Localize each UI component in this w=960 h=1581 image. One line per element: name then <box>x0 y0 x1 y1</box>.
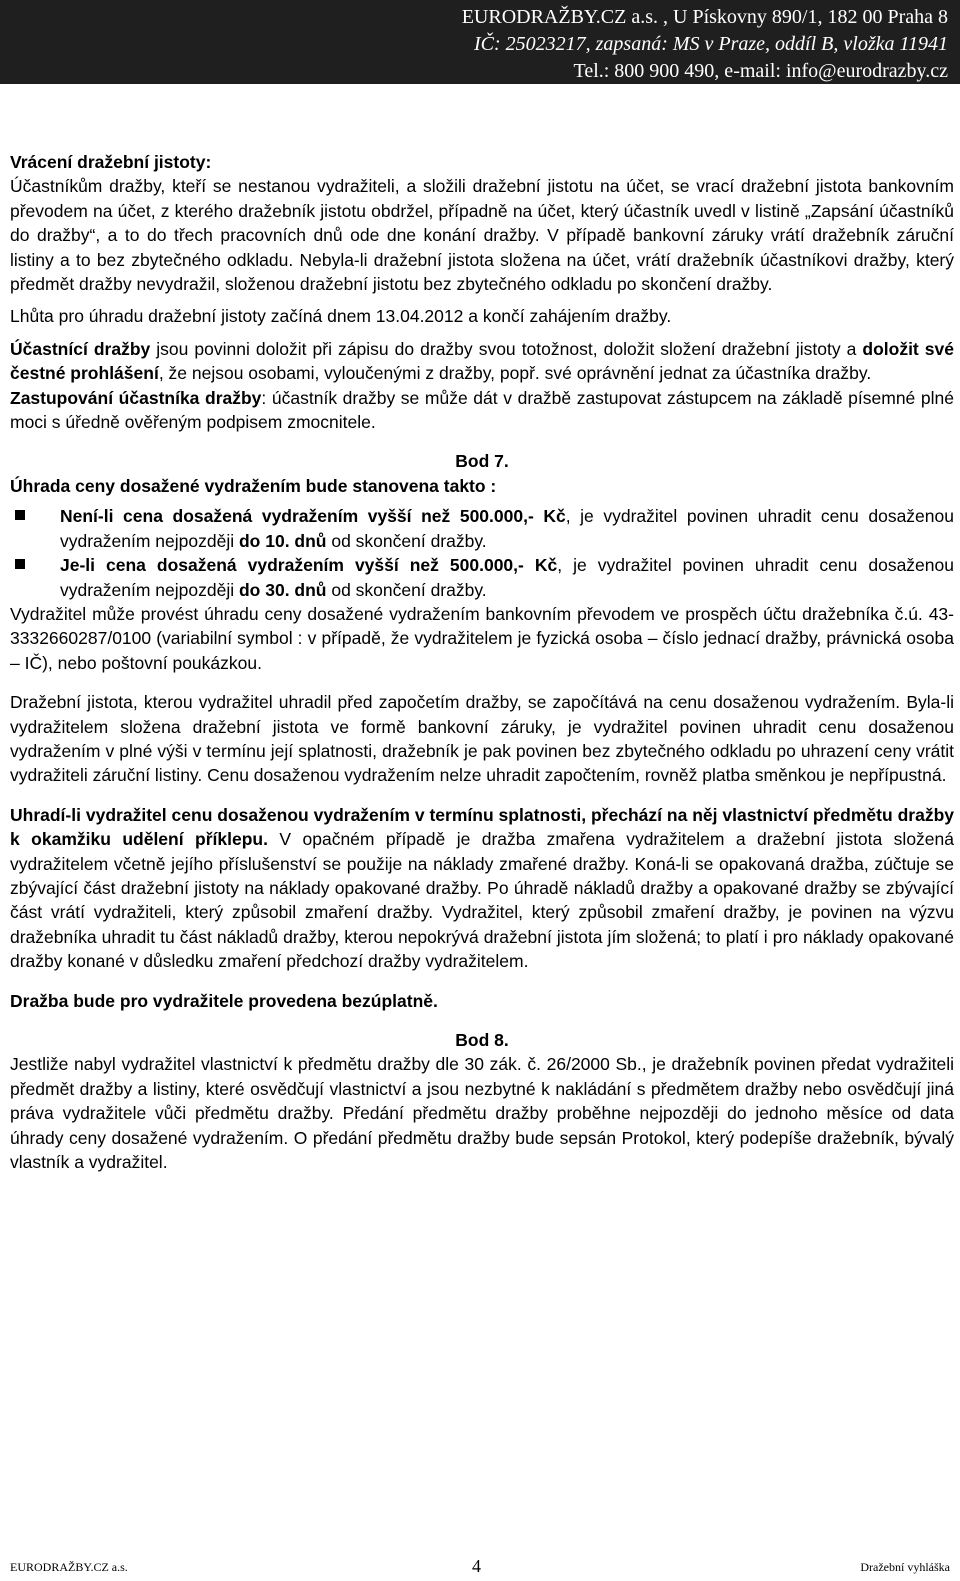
payment-terms-list <box>10 504 954 602</box>
payment-term-condition: Je-li cena dosažená vydražením vyšší než 500.000,- Kč <box>60 555 558 576</box>
ownership-text: V opačném případě je dražba zmařena vydražitelem a dražební jistota složená vydražitelem včetně jejího příslušenství se použije na náklady zmařené dražby. Koná-li se opakovaná dražba, zúčtuje se zbývající část dražební jistoty na náklady opakované dražby. Po úhradě nákladů dražby a opakované dražby se zbývající část vrátí vydražiteli, který způsobil zmaření dražby. Vydražitel, který způsobil zmaření dražby, je povinen na výzvu dražebníka uhradit tu část nákladů dražby, kterou nepokrývá dražební jistota jím složená; to platí i pro náklady opakované dražby konané v důsledku zmaření předchozí dražby vydražitelem. <box>10 829 955 972</box>
payment-term-text: , je vydražitel povinen uhradit cenu dosaženou vydražením nejpozději <box>60 506 954 551</box>
page-footer <box>10 1558 950 1578</box>
representation-lead: Zastupování účastníka dražby <box>10 387 262 408</box>
payment-term-deadline: do 30. dnů <box>238 579 327 600</box>
page-number: 4 <box>472 1556 481 1576</box>
representation-paragraph <box>10 386 954 435</box>
ownership-lead: Uhradí-li vydražitel cenu dosaženou vydražením v termínu splatnosti, přechází na něj vlastnictví předmětu dražby k okamžiku udělení příklepu. <box>10 804 954 850</box>
bod8-paragraph: Jestliže nabyl vydražitel vlastnictví k předmětu dražby dle 30 zák. č. 26/2000 Sb., je dražebník povinen předat vydražiteli předmět dražby a listiny, které osvědčují vlastnictví a jsou nezbytné k nakládání s předmětem dražby nebo osvědčují jiná práva vydražitele vůči předmětu dražby. Předání předmětu dražby proběhne nejpozději do jednoho měsíce od data úhrady ceny dosažené vydražením. O předání předmětu dražby bude sepsán Protokol, který podepíše dražebník, bývalý vlastník a vydražitel. <box>10 1054 954 1173</box>
payment-term-text: , je vydražitel povinen uhradit cenu dosaženou vydražením nejpozději <box>60 555 954 600</box>
payment-term-end: od skončení dražby. <box>326 530 487 551</box>
free-of-charge-note: Dražba bude pro vydražitele provedena bezúplatně. <box>10 990 438 1011</box>
payment-term-item <box>60 504 954 553</box>
ownership-paragraph <box>10 803 954 974</box>
header-company-address: EURODRAŽBY.CZ a.s. , U Pískovny 890/1, 182 00 Praha 8 <box>461 6 948 28</box>
payment-term-end: od skončení dražby. <box>326 579 487 600</box>
guarantee-paragraph: Dražební jistota, kterou vydražitel uhradil před započetím dražby, se započítává na cenu dosaženou vydražením. Byla-li vydražitelem složena dražební jistota ve formě bankovní záruky, je vydražitel povinen uhradit cenu dosaženou vydražením v plné výši v termínu její splatnosti, dražebník je pak povinen bez zbytečného odkladu po uhrazení ceny vrátit vydražiteli záruční listiny. Cenu dosaženou vydražením nelze uhradit započtením, rovněž platba směnkou je nepřípustná. <box>10 692 954 786</box>
refund-title: Vrácení dražební jistoty: <box>10 152 212 172</box>
payment-term-condition: Není-li cena dosažená vydražením vyšší než 500.000,- Kč <box>60 506 566 527</box>
representation-text: : účastník dražby se může dát v dražbě zastupovat zástupcem na základě písemné plné moci s úředně ověřeným podpisem zmocnitele. <box>10 387 954 433</box>
participants-lead: Účastnící dražby <box>10 338 151 359</box>
deposit-deadline: Lhůta pro úhradu dražební jistoty začíná dnem 13.04.2012 a končí zahájením dražby. <box>10 306 672 327</box>
company-header <box>0 0 960 84</box>
payment-method-paragraph: Vydražitel může provést úhradu ceny dosažené vydražením bankovním převodem ve prospěch účtu dražebníka č.ú. 43-3332660287/0100 (variabilní symbol : v případě, že vydražitelem je fyzická osoba – číslo jednací dražby, právnická osoba – IČ), nebo poštovní poukázkou. <box>10 603 954 673</box>
bod7-heading: Bod 7. <box>455 451 509 472</box>
payment-term-deadline: do 10. dnů <box>238 530 327 551</box>
participants-paragraph <box>10 337 954 386</box>
participants-text-2: , že nejsou osobami, vyloučenými z dražby, popř. své oprávnění jednat za účastníka dražby. <box>158 363 872 384</box>
bod7-subheading: Úhrada ceny dosažené vydražením bude stanovena takto : <box>10 475 497 496</box>
bod8-heading: Bod 8. <box>455 1030 509 1050</box>
payment-term-item <box>60 553 954 602</box>
participants-declaration: doložit své čestné prohlášení <box>10 338 954 384</box>
document-body <box>10 150 954 1174</box>
footer-document-title: Dražební vyhláška <box>860 1560 950 1574</box>
header-registration: IČ: 25023217, zapsaná: MS v Praze, oddíl B, vložka 11941 <box>473 33 948 55</box>
footer-company: EURODRAŽBY.CZ a.s. <box>10 1560 128 1574</box>
refund-paragraph: Účastníkům dražby, kteří se nestanou vydražiteli, a složili dražební jistotu na účet, se vrací dražební jistota bankovním převodem na účet, z kterého dražebník jistotu obdržel, případně na účet, který účastník uvedl v listině „Zapsání účastníků do dražby“, a to do třech pracovních dnů ode dne konání dražby. V případě bankovní záruky vrátí dražebník záruční listiny a to bez zbytečného odkladu. Nebyla-li dražební jistota složena na účet, vrátí dražebník účastníkovi dražby, který předmět dražby nevydražil, složenou dražební jistotu bez zbytečného odkladu po skončení dražby. <box>10 176 954 295</box>
participants-text-1: jsou povinni doložit při zápisu do dražby svou totožnost, doložit složení dražební jistoty a <box>150 338 863 359</box>
header-contact: Tel.: 800 900 490, e-mail: info@eurodrazby.cz <box>573 60 948 82</box>
